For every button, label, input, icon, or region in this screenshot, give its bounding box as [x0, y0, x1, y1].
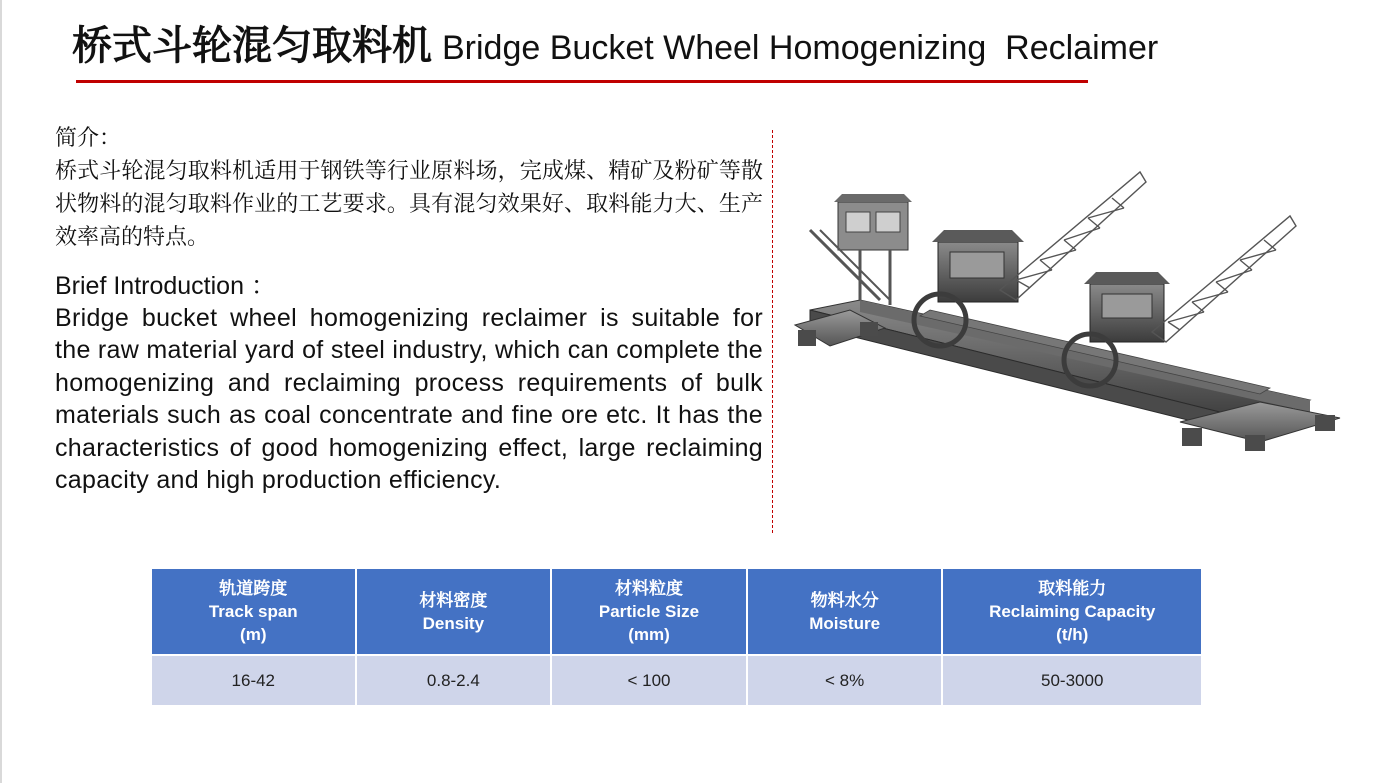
- header-en: Density: [422, 613, 485, 633]
- header-moisture: [747, 568, 943, 655]
- header-cn: 物料水分: [810, 590, 879, 610]
- rake-boom-right: [1152, 216, 1296, 342]
- header-unit: (mm): [628, 625, 670, 644]
- value-track-span: 16-42: [151, 655, 356, 706]
- header-particle-size: [551, 568, 747, 655]
- value-density: 0.8-2.4: [356, 655, 552, 706]
- header-en: Track span: [208, 602, 298, 621]
- bucket-wheel-reclaimer-illustration: [790, 160, 1350, 470]
- value-moisture: < 8%: [747, 655, 943, 706]
- title-english: Bridge Bucket Wheel Homogenizing Reclaimer: [442, 29, 1159, 67]
- header-track-span: [151, 568, 356, 655]
- header-unit: (t/h): [1056, 625, 1089, 644]
- page-title: [72, 14, 1158, 74]
- table-row: [151, 655, 1202, 706]
- section-divider: [772, 130, 773, 533]
- title-underline: [76, 80, 1088, 83]
- header-reclaiming-capacity: [942, 568, 1202, 655]
- intro-cn-label: 简介：: [55, 126, 122, 151]
- value-particle-size: < 100: [551, 655, 747, 706]
- header-en: Particle Size: [598, 602, 700, 621]
- spec-table: [150, 567, 1203, 707]
- header-en: Reclaiming Capacity: [989, 602, 1156, 621]
- slide-edge: [0, 0, 2, 783]
- header-density: [356, 568, 552, 655]
- header-cn: 轨道跨度: [219, 579, 288, 598]
- title-chinese: 桥式斗轮混匀取料机: [72, 23, 432, 69]
- header-cn: 取料能力: [1038, 579, 1107, 598]
- header-unit: (m): [240, 625, 267, 644]
- intro-section: [55, 122, 763, 496]
- header-cn: 材料粒度: [614, 579, 683, 598]
- spec-header-row: [151, 568, 1202, 655]
- header-cn: 材料密度: [419, 590, 488, 610]
- intro-cn-body: 桥式斗轮混匀取料机适用于钢铁等行业原料场，完成煤、精矿及粉矿等散状物料的混匀取料作业的工艺要求。具有混匀效果好、取料能力大、生产效率高的特点。: [55, 159, 763, 250]
- value-reclaiming-capacity: 50-3000: [942, 655, 1202, 706]
- intro-en-label: Brief Introduction ：: [55, 272, 276, 300]
- header-en: Moisture: [809, 613, 881, 633]
- intro-en-body: Bridge bucket wheel homogenizing reclaimer is suitable for the raw material yard of steel industry, which can complete the homogenizing and reclaiming process requirements of bulk materials such as coal concentrate and fine ore etc. It has the characteristics of good homogenizing effect, large reclaiming capacity and high production efficiency.: [55, 304, 763, 495]
- bridge-girder: [810, 300, 1310, 422]
